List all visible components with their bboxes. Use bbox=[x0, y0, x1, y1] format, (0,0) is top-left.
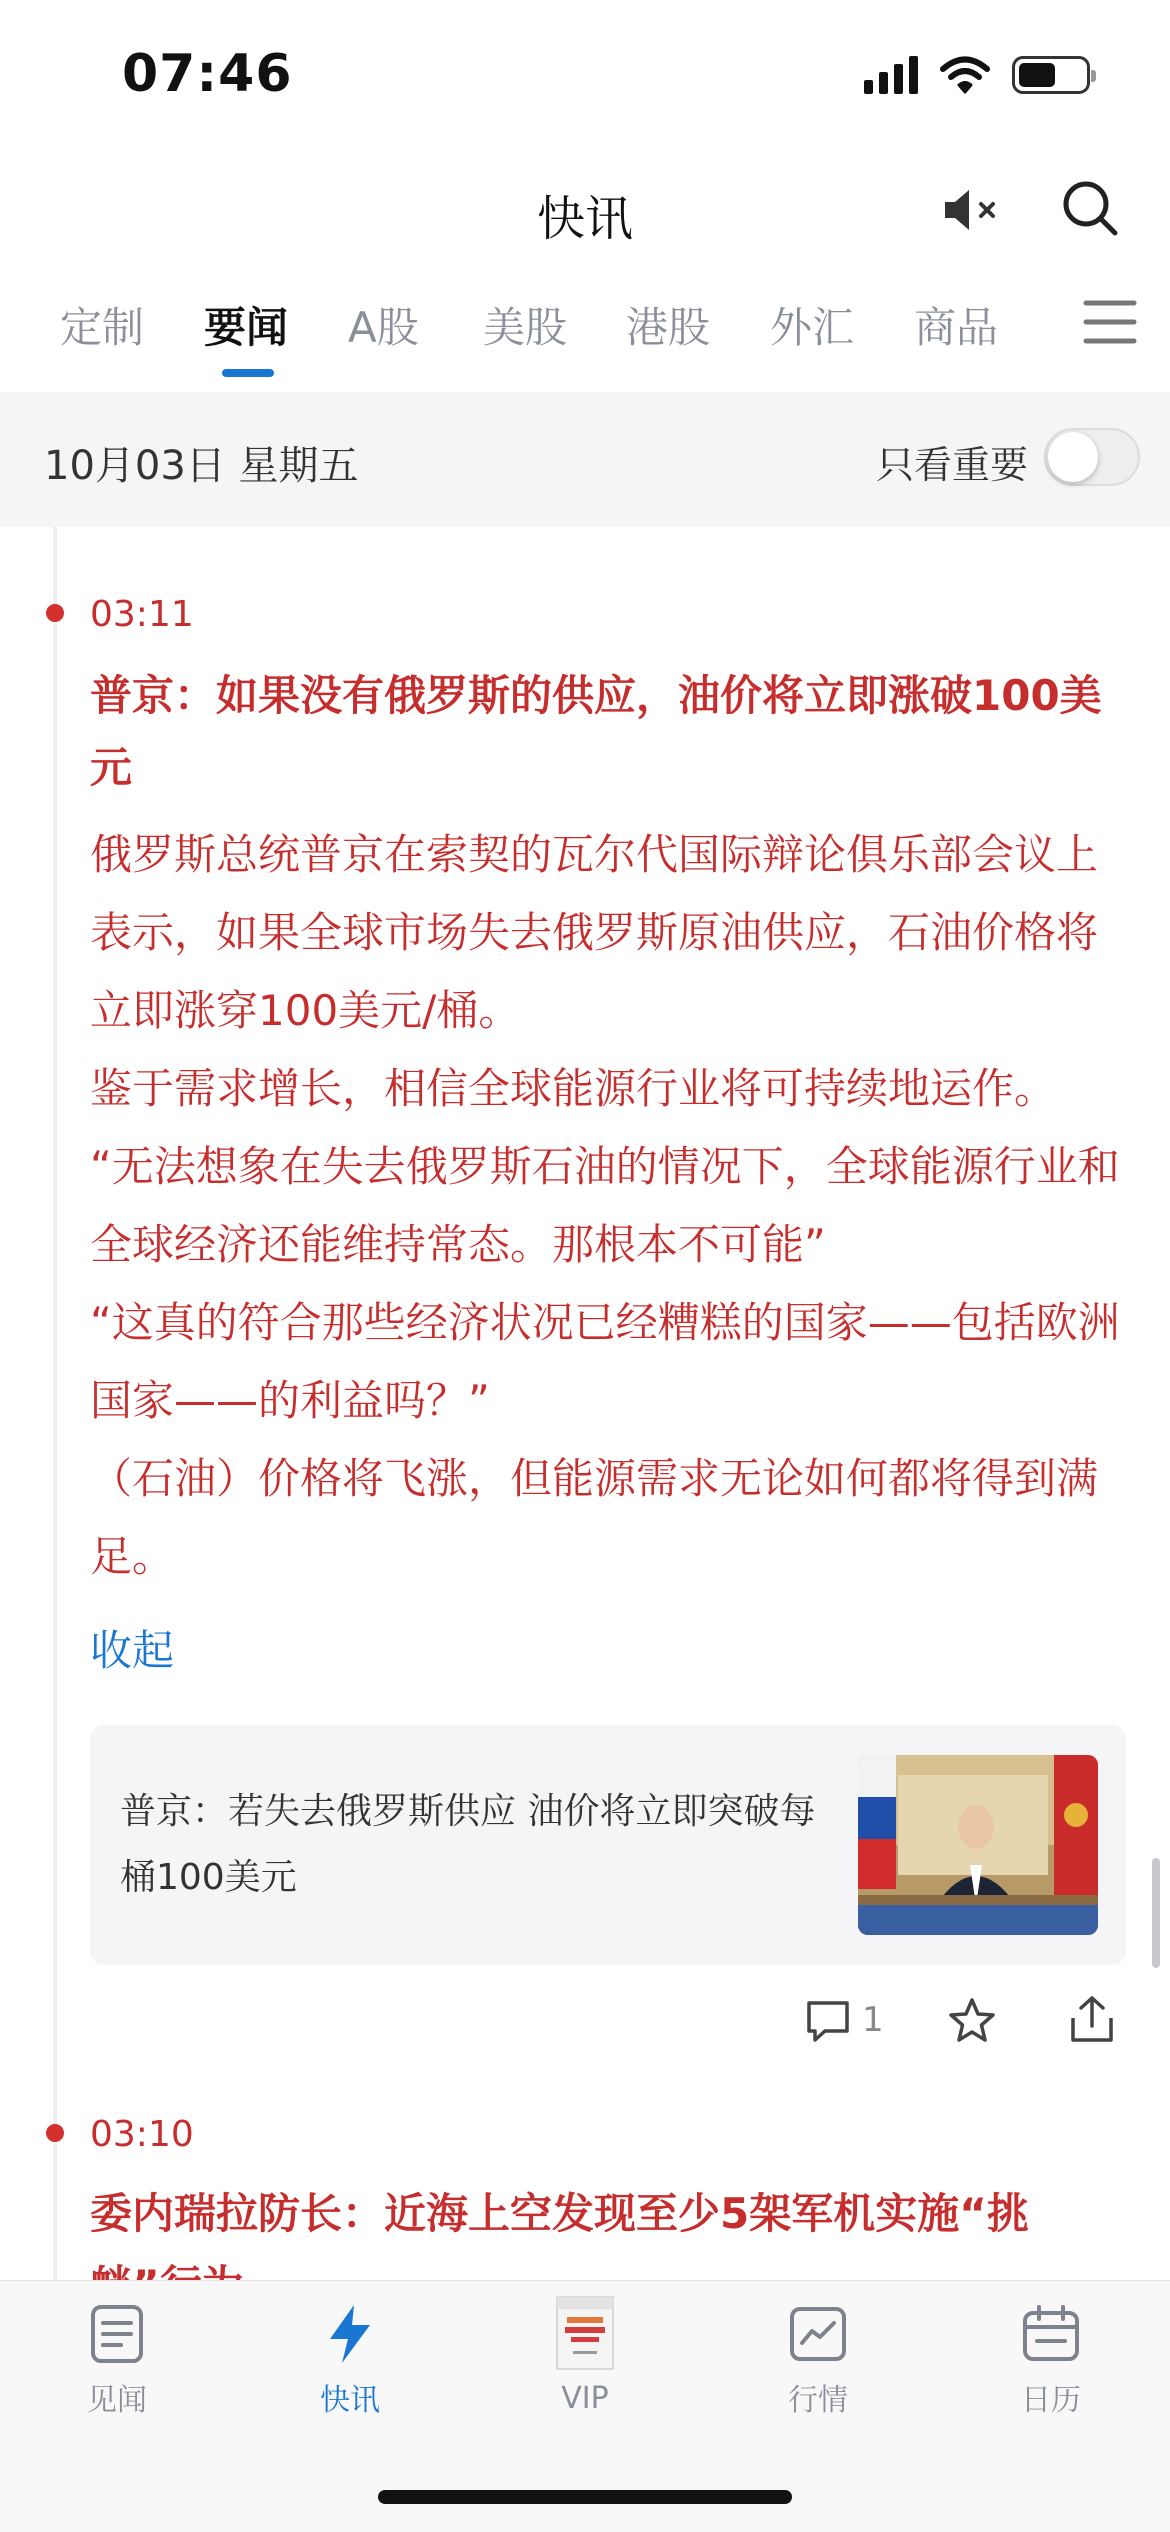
tab-us-stocks[interactable]: 美股 bbox=[483, 303, 568, 352]
tab-commodities[interactable]: 商品 bbox=[914, 303, 999, 352]
news-paragraph: 鉴于需求增长，相信全球能源行业将可持续地运作。 bbox=[90, 1064, 1057, 1113]
related-article-card[interactable] bbox=[90, 1725, 1126, 1965]
tab-a-shares[interactable]: A股 bbox=[348, 303, 419, 352]
article-thumbnail-image bbox=[858, 1755, 1098, 1935]
battery-icon bbox=[1012, 56, 1090, 94]
lightning-icon bbox=[320, 2303, 380, 2365]
scrollbar[interactable] bbox=[1152, 1858, 1160, 1968]
status-bar bbox=[0, 0, 1170, 150]
mute-icon[interactable] bbox=[941, 180, 1005, 240]
related-article-title: 普京：若失去俄罗斯供应 油价将立即突破每桶100美元 bbox=[120, 1791, 816, 1898]
nav-label: VIP bbox=[561, 2381, 609, 2416]
news-paragraph: “无法想象在失去俄罗斯石油的情况下，全球能源行业和全球经济还能维持常态。那根本不可能” bbox=[90, 1142, 1120, 1269]
nav-item-market[interactable] bbox=[743, 2303, 893, 2419]
status-time: 07:46 bbox=[122, 44, 293, 104]
nav-item-calendar[interactable] bbox=[976, 2303, 1126, 2419]
important-only-label: 只看重要 bbox=[875, 443, 1028, 487]
nav-label: 快讯 bbox=[320, 2383, 380, 2418]
nav-item-flash[interactable] bbox=[275, 2303, 425, 2419]
calendar-icon bbox=[1021, 2303, 1081, 2365]
news-actions bbox=[0, 1990, 1170, 2060]
cellular-signal-icon bbox=[864, 56, 918, 94]
tab-custom[interactable]: 定制 bbox=[60, 303, 145, 352]
date-label: 10月03日 星期五 bbox=[44, 443, 359, 489]
tab-forex[interactable]: 外汇 bbox=[770, 303, 855, 352]
timeline-dot bbox=[46, 604, 64, 622]
news-paragraph: “这真的符合那些经济状况已经糟糕的国家——包括欧洲国家——的利益吗？” bbox=[90, 1298, 1120, 1425]
nav-label: 见闻 bbox=[87, 2383, 147, 2418]
toggle-knob bbox=[1048, 432, 1098, 482]
collapse-link[interactable]: 收起 bbox=[90, 1626, 175, 1675]
timeline-dot bbox=[46, 2124, 64, 2142]
search-icon[interactable] bbox=[1060, 178, 1120, 238]
page-title: 快讯 bbox=[536, 191, 633, 247]
nav-item-vip[interactable] bbox=[510, 2303, 660, 2416]
news-title[interactable]: 委内瑞拉防长：近海上空发现至少5架军机实施“挑 bbox=[90, 2189, 1029, 2238]
tab-headlines[interactable]: 要闻 bbox=[204, 303, 289, 352]
important-only-toggle[interactable] bbox=[1044, 428, 1140, 486]
share-icon[interactable] bbox=[1068, 1994, 1116, 2044]
active-tab-indicator bbox=[222, 369, 274, 377]
comment-icon[interactable] bbox=[805, 1998, 851, 2044]
status-icons bbox=[864, 56, 1090, 94]
vip-book-icon bbox=[555, 2295, 615, 2371]
header bbox=[0, 150, 1170, 270]
category-tabs bbox=[0, 295, 1170, 395]
news-time: 03:11 bbox=[90, 594, 194, 635]
star-icon[interactable] bbox=[947, 1996, 997, 2046]
news-doc-icon bbox=[87, 2303, 147, 2365]
news-time: 03:10 bbox=[90, 2114, 194, 2155]
chart-icon bbox=[788, 2303, 848, 2365]
tab-hk-stocks[interactable]: 港股 bbox=[626, 303, 711, 352]
news-body bbox=[90, 816, 1130, 1596]
nav-item-news[interactable] bbox=[42, 2303, 192, 2419]
menu-icon[interactable] bbox=[1082, 297, 1138, 347]
home-indicator bbox=[378, 2490, 792, 2504]
news-title[interactable]: 普京：如果没有俄罗斯的供应，油价将立即涨破100美元 bbox=[90, 671, 1102, 792]
date-bar bbox=[0, 392, 1170, 527]
comment-count: 1 bbox=[862, 2000, 884, 2040]
wifi-icon bbox=[940, 56, 990, 94]
news-paragraph: （石油）价格将飞涨，但能源需求无论如何都将得到满足。 bbox=[90, 1454, 1099, 1581]
nav-label: 行情 bbox=[788, 2383, 848, 2418]
nav-label: 日历 bbox=[1021, 2383, 1081, 2418]
news-paragraph: 俄罗斯总统普京在索契的瓦尔代国际辩论俱乐部会议上表示，如果全球市场失去俄罗斯原油供应，石油价格将立即涨穿100美元/桶。 bbox=[90, 830, 1099, 1035]
